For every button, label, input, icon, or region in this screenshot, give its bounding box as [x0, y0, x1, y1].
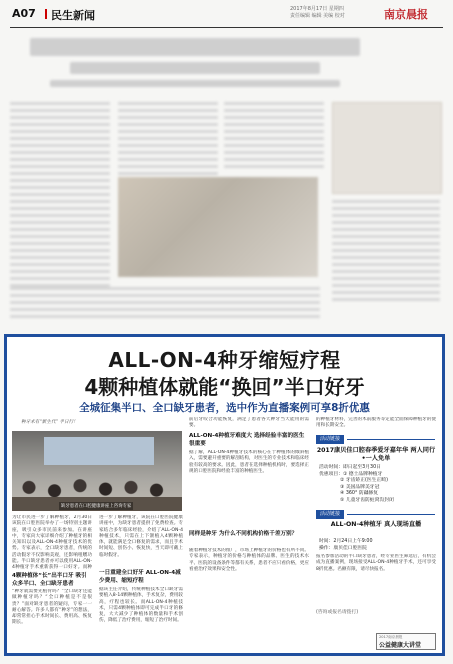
date-line: 2017年8月17日 星期四 [290, 6, 344, 12]
event-1-line-item-5: ⑤ 儿童牙齿防蛀窝沟封闭 [340, 497, 394, 503]
ad-column-3-heading: ALL-ON-4种植牙难度大 选择经验丰富的医生很重要 [189, 433, 305, 447]
newspaper-logo: 南京晨报 [384, 8, 428, 21]
cartoon-strip: 种牙术有“新生代” 半日行！ [21, 420, 78, 425]
blurred-column-1 [10, 102, 110, 291]
ad-subheadline: 全城征集半口、全口缺牙患者，选中作为直播案例可享8折优惠 [79, 402, 370, 414]
ad-column-1-heading: 4颗种植体“长”出半口牙 吸引众多半口、全口缺牙患者 [12, 573, 87, 587]
blurred-column-3 [224, 102, 324, 172]
advertorial-box [4, 334, 445, 656]
event-1-rule [347, 439, 435, 440]
logo-top-text: 2017南京晨报 [379, 635, 403, 639]
blurred-photo [118, 177, 318, 277]
event-2-time: 时间：2月24日上午9:00 [319, 539, 373, 544]
blurred-column-4 [332, 200, 440, 305]
event-1-details [319, 465, 394, 505]
blurred-headline [30, 38, 360, 56]
blurred-bottom-text [10, 287, 320, 322]
event-1-line-item-3: ③ 美国品牌美牙冠 [340, 484, 380, 490]
health-lecture-logo [376, 633, 436, 650]
projection-screen [44, 437, 154, 465]
event-2-badge: 活动链接 [316, 510, 344, 519]
logo-main-text: 公益健康大讲堂 [379, 642, 422, 649]
event-1-line-item-1: 优惠项目：① 德士品牌种植牙 [319, 471, 383, 477]
seminar-photo [12, 431, 182, 511]
blurred-subheadline [70, 62, 320, 74]
editors-line: 责任编辑 编辑 美编 校对 [290, 13, 345, 19]
ad-headline-2: 4颗种植体就能“换回”半口好牙 [84, 375, 365, 399]
ad-column-1-body: “种牙就需要先植骨吗？”全口缺牙还能做种植牙吗？“全口种植是不是很贵？”面对缺牙患者的疑问，专家一一耐心解答。许多人都有“种牙”的想法，却常常担心手术时间长、费用高、恢复期长。 [12, 589, 92, 626]
event-2-rule [347, 514, 435, 515]
audience [12, 467, 182, 501]
event-1-line-item-2: ② 牙齿矫正(医生正畸) [340, 478, 388, 484]
blurred-article-area [10, 32, 443, 332]
ad-column-3-intro: 前后牙咬合功能恢复，满足了患者各天种牙当天能用的需要。 [189, 417, 309, 429]
blurred-kicker [50, 80, 340, 87]
contact-line: (咨询或报名请拨打) [316, 610, 359, 615]
ad-column-3-body-2: 随着种植牙技术的推广，市场上种植牙的价格也有所不同。专家表示，种植牙的价格与种植体的品牌、医生的技术水平、医院的设备条件等都有关系，患者不应只看价格，更应看重治疗效果和安全性。 [189, 548, 309, 572]
ad-column-2-body: 据该主任介绍，传统种植技术全口缺牙需要植入8-14颗种植体，手术复杂，费用较高，疗程也较长。而ALL-ON-4种植技术，只需4颗种植体即可完成半口牙的修复，大大减少了种植体的数量和手术创伤，降低了治疗费用，缩短了治疗时间。 [99, 587, 183, 624]
blurred-sidebar-box [332, 102, 442, 194]
section-divider [45, 9, 47, 19]
photo-caption: 缺牙患者在口腔健康讲座上咨询专家 [61, 504, 132, 509]
event-2-details [319, 539, 373, 552]
event-1-line-item-4: ④ 360° 防龋修复 [340, 491, 379, 497]
event-1-line-time: 活动时间：即日起至3月30日 [319, 465, 381, 470]
event-2-title: ALL-ON-4种植牙 真人现场直播 [330, 521, 422, 528]
ad-column-1-intro: 为让市民进一步了解种植牙，2月30日该院在口腔医院举办了一场特别主题讲座，吸引众多市民前来参加。在讲座中，专家向大家详细介绍了种植牙的相关知识以及ALL-ON-4种植牙技术的优势。专家表示，全口缺牙患者，传统的活动假牙不仅影响美观，还影响咀嚼功能。半口缺牙患者亦可以使用ALL-ON-4种植牙手术重新获得一口好牙。而种 [12, 515, 92, 570]
event-1-badge: 活动链接 [316, 435, 344, 444]
ad-column-3-heading-2: 同样是种牙 为什么不同机构价格千差万别？ [189, 531, 298, 537]
ad-column-2-intro: 进一步了解种植牙，该院在口腔医院健康讲座中，为缺牙患者提供了免费检查。专家结合多年临床经验，介绍了ALL-ON-4种植技术，只需在上下颌植入4颗种植体，就能满足全口修复的需求，而且手术时间短、创伤小、恢复快，当天即可戴上临时假牙。 [99, 515, 183, 558]
event-2-place: 操作：康贝佳口腔医院 [319, 545, 367, 551]
ad-headline-1: ALL-ON-4种牙缩短疗程 [108, 348, 341, 372]
section-name: 民生新闻 [51, 9, 95, 22]
event-1-title: 2017康贝佳口腔春季爱牙嘉年华 两人同行•一人免单 [316, 447, 436, 462]
event-2-body: 报名参加活动的半口缺牙患者，经专业医生筛选后，有机会成为直播案例，现场接受ALL-ON-4种植牙手术，还可享受8折优惠。名额有限，请尽快报名。 [316, 554, 436, 572]
section-number: A07 [12, 7, 36, 20]
masthead-rule [10, 27, 443, 28]
masthead [0, 0, 453, 30]
masthead-meta [290, 6, 382, 20]
ad-column-2-heading: 一日重建全口好牙 ALL-ON-4减少费用、缩短疗程 [99, 570, 181, 584]
ad-column-3-body: 据了解，ALL-ON-4种植牙技术的核心在于种植体的倾斜植入，需要避开重要的解剖结构，对医生的专业技术和临床经验有较高的要求。因此，患者在选择种植机构时，要选择正规的口腔医院和经验丰富的种植医生。 [189, 450, 309, 474]
ad-column-4-intro: 的种植牙材料，完善的术前服务等定能全面保障种植牙的使用和长期安全。 [316, 417, 436, 429]
